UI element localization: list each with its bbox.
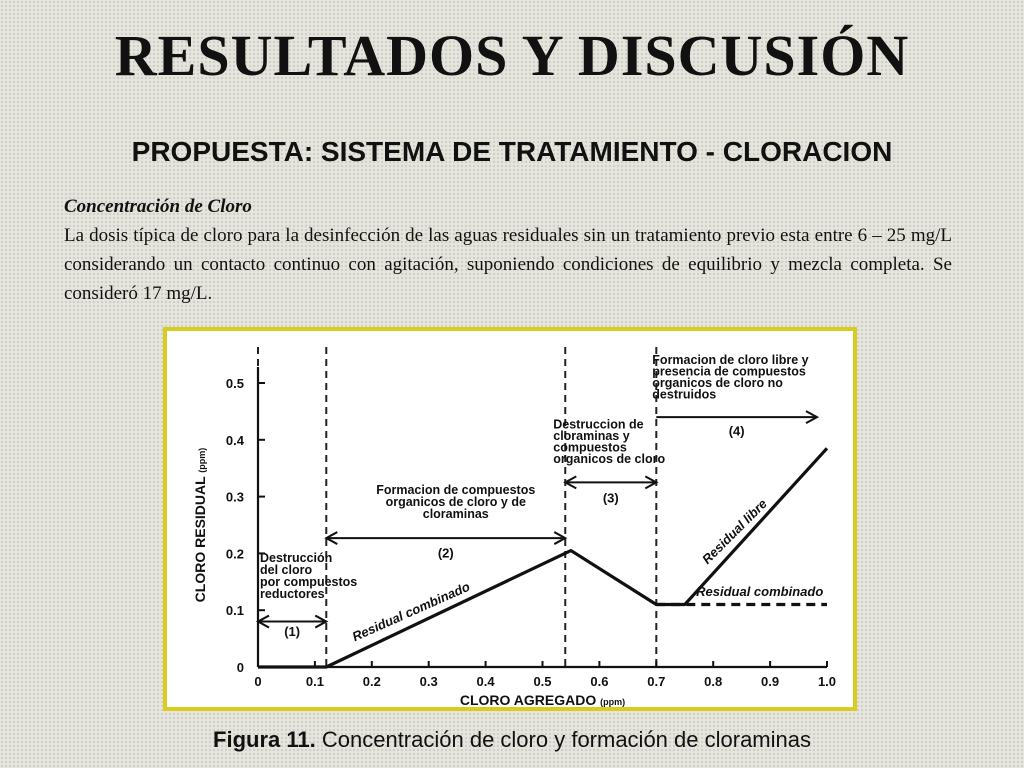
figure-caption xyxy=(0,726,1024,754)
zone-2-label: (2) xyxy=(437,545,454,561)
zone-1-description: por compuestos xyxy=(260,574,358,589)
x-tick-label: 0.3 xyxy=(419,674,438,689)
zone-3-label: (3) xyxy=(602,490,619,506)
x-tick-label: 0.7 xyxy=(647,674,666,689)
x-tick-label: 0.6 xyxy=(590,674,609,689)
y-axis-label: CLORO RESIDUAL (ppm) xyxy=(192,447,208,603)
zone-1-description: reductores xyxy=(260,586,325,601)
x-tick-label: 1.0 xyxy=(817,674,837,689)
series-line-0 xyxy=(258,551,656,667)
y-tick-label: 0.3 xyxy=(225,489,244,505)
y-tick-label: 0.2 xyxy=(225,546,244,562)
slide-subtitle: PROPUESTA: SISTEMA DE TRATAMIENTO - CLORACION xyxy=(131,136,893,167)
x-tick-label: 0.5 xyxy=(533,674,552,689)
y-tick-label: 0 xyxy=(236,660,244,675)
x-tick-label: 0.8 xyxy=(704,674,723,689)
zone-4-label: (4) xyxy=(728,423,745,439)
body-paragraph: La dosis típica de cloro para la desinfección de las aguas residuales sin un tratamiento previo esta entre 6 – 25 mg/L considerando un contacto continuo con agitación, suponiendo condiciones de equilibrio y mezcla completa. Se consideró 17 mg/L. xyxy=(64,225,952,304)
series-lines xyxy=(258,448,827,667)
text-block xyxy=(64,192,952,308)
x-tick-label: 0 xyxy=(254,674,262,689)
x-tick-label: 0.9 xyxy=(761,674,780,689)
zone-2-description: Formacion de compuestos xyxy=(376,482,536,497)
slide-title: RESULTADOS Y DISCUSIÓN xyxy=(114,23,910,88)
zone-3-description: cloraminas y xyxy=(553,428,630,443)
x-axis-label: CLORO AGREGADO (ppm) xyxy=(459,692,626,707)
y-tick-label: 0.4 xyxy=(225,432,244,448)
zone-2-description: cloraminas xyxy=(422,506,489,521)
y-tick-label: 0.5 xyxy=(225,376,244,391)
zone-4-description: presencia de compuestos xyxy=(652,364,806,379)
zone-4-description: organicos de cloro no xyxy=(652,376,783,390)
zone-2-arrow xyxy=(326,532,565,544)
series-label-residual-combinado: Residual combinado xyxy=(349,578,473,645)
zone-2-description: organicos de cloro y de xyxy=(385,494,526,509)
section-heading: Concentración de Cloro xyxy=(64,196,252,217)
series-label-residual-combinado-dashed: Residual combinado xyxy=(696,584,824,599)
zone-1-label: (1) xyxy=(284,623,301,639)
zone-3-description: Destruccion de xyxy=(553,417,644,432)
series-label-residual-libre: Residual libre xyxy=(699,495,770,567)
zone-4-arrow xyxy=(656,411,817,423)
x-tick-label: 0.1 xyxy=(305,674,324,689)
zone-1-description: del cloro xyxy=(260,562,313,577)
zone-3-description: organicos de cloro xyxy=(553,451,666,466)
y-tick-label: 0.1 xyxy=(225,603,244,619)
zone-3-description: compuestos xyxy=(553,440,627,455)
zone-1-description: Destrucción xyxy=(260,550,333,565)
figure-label: Figura 11. xyxy=(213,727,316,752)
x-tick-label: 0.2 xyxy=(362,674,381,689)
x-tick-label: 0.4 xyxy=(476,674,495,689)
zone-4-description: destruidos xyxy=(652,387,717,402)
breakpoint-chlorination-chart xyxy=(167,331,853,707)
chart-frame xyxy=(163,327,857,711)
zone-4-description: Formacion de cloro libre y xyxy=(652,353,809,367)
zone-3-arrow xyxy=(565,476,656,488)
figure-caption-text: Concentración de cloro y formación de cloraminas xyxy=(321,727,811,752)
